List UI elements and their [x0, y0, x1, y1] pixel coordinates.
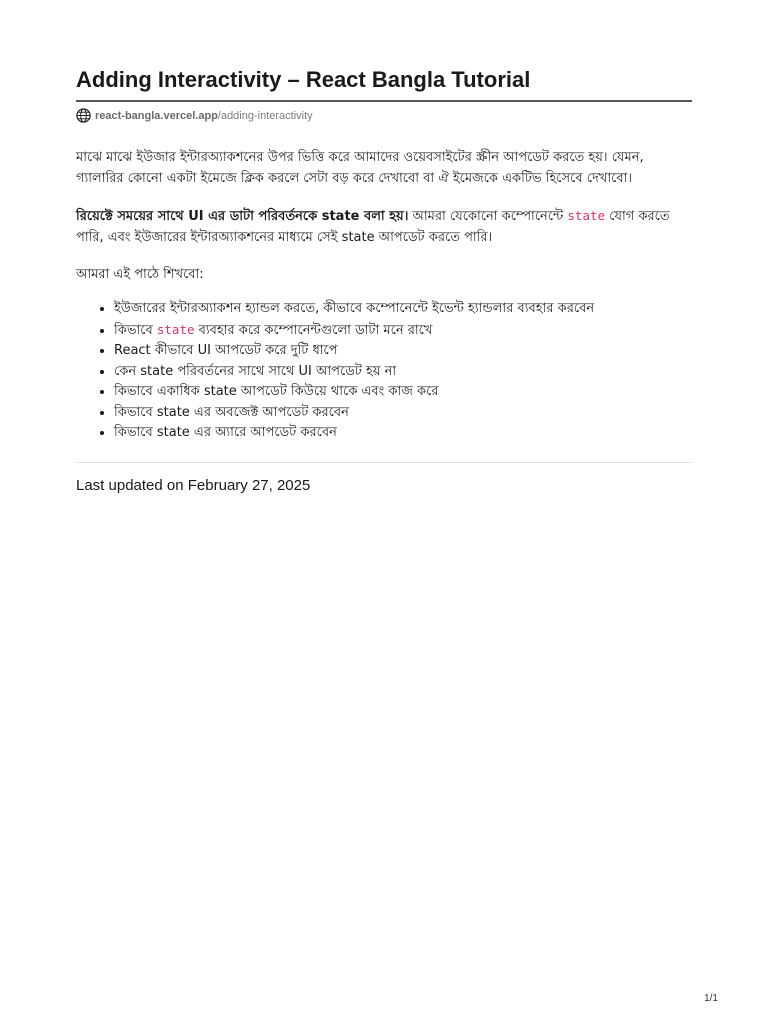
state-definition: রিয়েক্টে সময়ের সাথে UI এর ডাটা পরিবর্তনকে state বলা হয়।	[76, 209, 409, 224]
page-title: Adding Interactivity – React Bangla Tutorial	[76, 67, 531, 92]
list-item: • কিভাবে state এর অবজেক্ট আপডেট করবেন	[114, 403, 692, 424]
learn-heading: আমরা এই পাঠে শিখবো:	[76, 267, 204, 282]
document-page	[76, 64, 692, 494]
title-divider	[76, 100, 692, 102]
globe-icon	[76, 108, 91, 123]
state-text-before-code: আমরা যেকোনো কম্পোনেন্টে	[408, 209, 568, 224]
list-item	[114, 320, 692, 342]
list-item-text: কিভাবে	[114, 322, 157, 338]
footer-divider	[76, 462, 692, 463]
state-code: state	[567, 208, 606, 223]
url-path[interactable]: /adding-interactivity	[217, 109, 313, 122]
page-number: 1/1	[704, 993, 718, 1004]
list-item-text: ব্যবহার করে কম্পোনেন্টগুলো ডাটা মনে রাখে	[194, 322, 433, 338]
intro-paragraph: মাঝে মাঝে ইউজার ইন্টারঅ্যাকশনের উপর ভিত্তি করে আমাদের ওয়েবসাইটের স্ক্রীন আপডেট করতে হয়। যেমন, গ্যালারির কোনো একটা ইমেজে ক্লিক করলে সেটা বড় করে দেখাবো বা ঐ ইমেজকে একটিভ হিসেবে দেখাবো।	[76, 150, 644, 186]
list-item: • কিভাবে state এর অ্যারে আপডেট করবেন	[114, 423, 692, 444]
learn-list	[76, 299, 692, 444]
list-item-code: state	[156, 321, 195, 337]
list-item: • কিভাবে একাধিক state আপডেট কিউয়ে থাকে এবং কাজ করে	[114, 382, 692, 403]
state-paragraph	[76, 205, 692, 248]
url-host[interactable]: react-bangla.vercel.app	[95, 109, 218, 122]
last-updated: Last updated on February 27, 2025	[76, 476, 311, 494]
state-text-after-code: যোগ করতে পারি, এবং ইউজারের ইন্টারঅ্যাকশনের মাধ্যমে সেই state আপডেট করতে পারি।	[76, 209, 670, 245]
list-item: • React কীভাবে UI আপডেট করে দুটি ধাপে	[114, 341, 692, 362]
source-url[interactable]	[76, 108, 692, 123]
list-item: • ইউজারের ইন্টারঅ্যাকশন হ্যান্ডল করতে, কীভাবে কম্পোনেন্টে ইভেন্ট হ্যান্ডলার ব্যবহার করবেন	[114, 299, 692, 320]
list-item: • কেন state পরিবর্তনের সাথে সাথে UI আপডেট হয় না	[114, 362, 692, 383]
